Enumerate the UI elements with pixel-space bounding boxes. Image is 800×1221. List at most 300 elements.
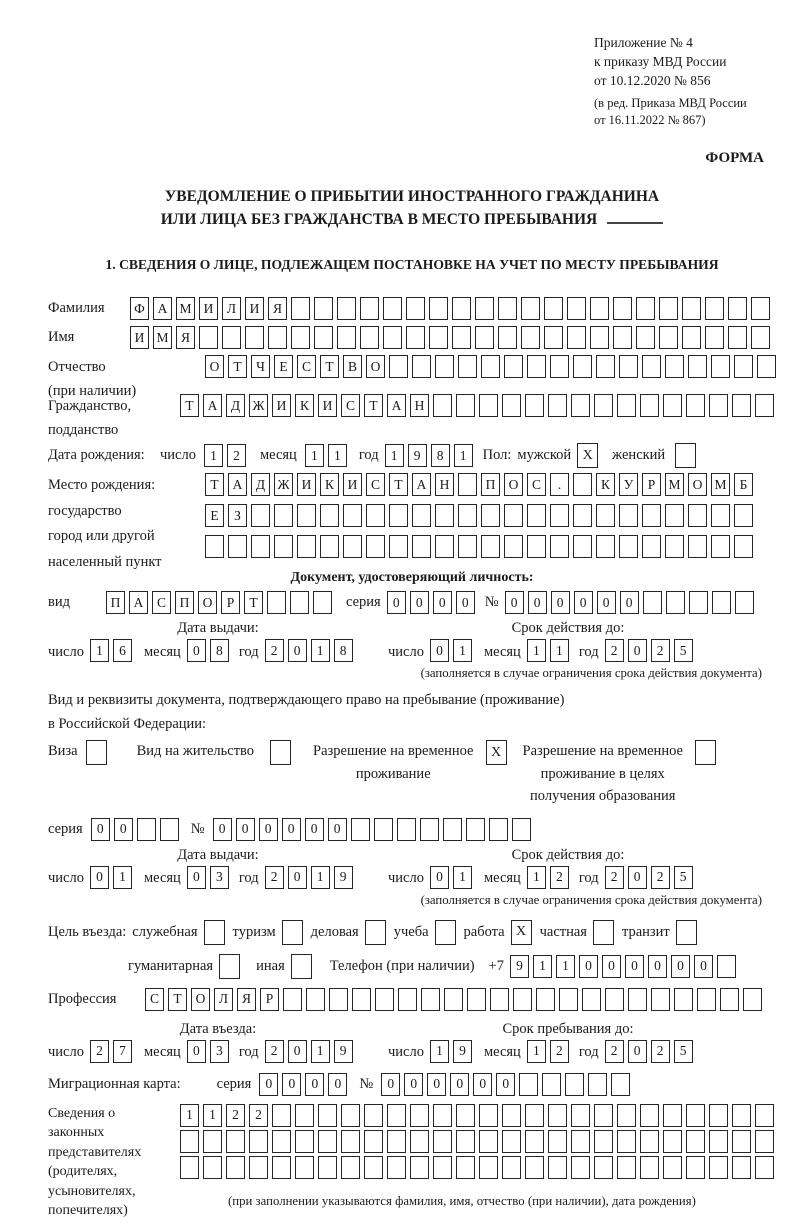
- sex-male-label: мужской: [517, 447, 572, 464]
- purpose-transit-checkbox[interactable]: [676, 920, 697, 945]
- char-cell: [456, 394, 475, 417]
- char-cell: Я: [237, 988, 256, 1011]
- char-cell: 0: [620, 591, 639, 614]
- char-cell: [548, 394, 567, 417]
- char-cell: У: [619, 473, 638, 496]
- profession-label: Профессия: [48, 990, 117, 1007]
- birth-place-fields: [205, 473, 753, 566]
- temp-residence-checkbox[interactable]: X: [486, 740, 507, 765]
- char-cell: [314, 297, 333, 320]
- char-cell: [709, 1156, 728, 1179]
- char-cell: [444, 988, 463, 1011]
- migration-series-field[interactable]: [259, 1073, 347, 1096]
- birth-place-row2[interactable]: [205, 504, 753, 527]
- stay-until-heading: Срок пребывания до:: [502, 1020, 634, 1037]
- char-cell: 0: [91, 818, 110, 841]
- profession-field[interactable]: [145, 988, 762, 1011]
- char-cell: [479, 1104, 498, 1127]
- identity-expiry-month[interactable]: [527, 639, 569, 662]
- char-cell: [711, 355, 730, 378]
- phone-field[interactable]: [510, 955, 736, 978]
- char-cell: Т: [320, 355, 339, 378]
- char-cell: [291, 297, 310, 320]
- representatives-row2[interactable]: [180, 1130, 774, 1153]
- day-label: число: [48, 643, 84, 660]
- char-cell: 9: [453, 1040, 472, 1063]
- char-cell: [389, 355, 408, 378]
- phone-prefix: +7: [488, 957, 504, 974]
- char-cell: [544, 297, 563, 320]
- representatives-row1[interactable]: [180, 1104, 774, 1127]
- residence-issue-month[interactable]: [187, 866, 229, 889]
- char-cell: [180, 1156, 199, 1179]
- purpose-business-checkbox[interactable]: [365, 920, 386, 945]
- char-cell: [527, 504, 546, 527]
- month-label: месяц: [143, 870, 181, 887]
- char-cell: С: [297, 355, 316, 378]
- char-cell: Т: [244, 591, 263, 614]
- birth-month-field[interactable]: [305, 444, 347, 467]
- sex-female-checkbox[interactable]: [675, 443, 696, 468]
- char-cell: [636, 297, 655, 320]
- identity-issue-date: [48, 639, 388, 662]
- char-cell: [222, 326, 241, 349]
- sex-male-checkbox[interactable]: X: [577, 443, 598, 468]
- char-cell: К: [596, 473, 615, 496]
- entry-year[interactable]: [265, 1040, 353, 1063]
- char-cell: [226, 1156, 245, 1179]
- purpose-work-label: работа: [463, 923, 505, 940]
- header-edit-note: [594, 95, 776, 130]
- char-cell: 0: [628, 1040, 647, 1063]
- identity-type-field[interactable]: [106, 591, 332, 614]
- char-cell: А: [153, 297, 172, 320]
- char-cell: [481, 355, 500, 378]
- char-cell: [751, 297, 770, 320]
- residence-number-label: №: [190, 820, 205, 837]
- char-cell: Т: [389, 473, 408, 496]
- form-label: ФОРМА: [705, 149, 764, 166]
- birth-place-row1[interactable]: [205, 473, 753, 496]
- char-cell: 0: [404, 1073, 423, 1096]
- char-cell: [705, 297, 724, 320]
- title-underline: [607, 213, 663, 224]
- year-label: год: [578, 870, 599, 887]
- char-cell: 9: [334, 1040, 353, 1063]
- identity-doc-heading: Документ, удостоверяющий личность:: [290, 570, 534, 586]
- char-cell: [666, 591, 685, 614]
- char-cell: А: [412, 473, 431, 496]
- char-cell: [665, 355, 684, 378]
- char-cell: [628, 988, 647, 1011]
- identity-issue-day[interactable]: [90, 639, 132, 662]
- char-cell: [429, 326, 448, 349]
- char-cell: С: [366, 473, 385, 496]
- birth-year-field[interactable]: [385, 444, 473, 467]
- char-cell: [663, 1104, 682, 1127]
- char-cell: [527, 355, 546, 378]
- entry-date-heading: Дата въезда:: [179, 1020, 257, 1037]
- char-cell: 0: [259, 1073, 278, 1096]
- char-cell: [458, 473, 477, 496]
- char-cell: [686, 394, 705, 417]
- identity-issue-heading: Дата выдачи:: [177, 620, 259, 637]
- birth-date-row: [48, 443, 776, 468]
- header-line-2: к приказу МВД России: [594, 53, 727, 69]
- char-cell: [519, 1073, 538, 1096]
- char-cell: Т: [180, 394, 199, 417]
- char-cell: [433, 1104, 452, 1127]
- entry-date: [48, 1040, 388, 1063]
- purpose-row-1: [48, 920, 776, 945]
- purpose-transit-label: транзит: [621, 923, 670, 940]
- char-cell: Т: [228, 355, 247, 378]
- char-cell: [596, 535, 615, 558]
- char-cell: [709, 394, 728, 417]
- year-label: год: [238, 870, 259, 887]
- birth-place-row3[interactable]: [205, 535, 753, 558]
- char-cell: [686, 1104, 705, 1127]
- char-cell: [659, 326, 678, 349]
- char-cell: [366, 504, 385, 527]
- residence-expiry-month[interactable]: [527, 866, 569, 889]
- char-cell: К: [295, 394, 314, 417]
- char-cell: [421, 988, 440, 1011]
- day-label: число: [388, 870, 424, 887]
- header-line-3: от 10.12.2020 № 856: [594, 72, 711, 88]
- char-cell: [642, 355, 661, 378]
- char-cell: [410, 1130, 429, 1153]
- entry-month[interactable]: [187, 1040, 229, 1063]
- patronymic-field[interactable]: [205, 355, 776, 378]
- char-cell: Е: [205, 504, 224, 527]
- citizenship-field[interactable]: [180, 394, 774, 417]
- char-cell: [341, 1104, 360, 1127]
- identity-number-label: №: [484, 594, 499, 611]
- char-cell: [337, 326, 356, 349]
- day-label: число: [160, 447, 196, 464]
- char-cell: М: [665, 473, 684, 496]
- residence-intro-1: Вид и реквизиты документа, подтверждающего право на пребывание (проживание): [48, 692, 565, 709]
- char-cell: [617, 1130, 636, 1153]
- char-cell: И: [318, 394, 337, 417]
- char-cell: [406, 326, 425, 349]
- char-cell: [663, 1130, 682, 1153]
- birth-day-field[interactable]: [204, 444, 246, 467]
- identity-issue-year[interactable]: [265, 639, 353, 662]
- char-cell: [663, 1156, 682, 1179]
- residence-issue-year[interactable]: [265, 866, 353, 889]
- char-cell: [711, 535, 730, 558]
- char-cell: 1: [527, 866, 546, 889]
- purpose-study-checkbox[interactable]: [435, 920, 456, 945]
- char-cell: М: [711, 473, 730, 496]
- representatives-row3[interactable]: [180, 1156, 774, 1179]
- char-cell: .: [550, 473, 569, 496]
- char-cell: [452, 297, 471, 320]
- char-cell: [443, 818, 462, 841]
- char-cell: [665, 504, 684, 527]
- char-cell: [643, 591, 662, 614]
- char-cell: [387, 1130, 406, 1153]
- section1-heading: 1. СВЕДЕНИЯ О ЛИЦЕ, ПОДЛЕЖАЩЕМ ПОСТАНОВКЕ НА УЧЕТ ПО МЕСТУ ПРЕБЫВАНИЯ: [105, 257, 719, 273]
- day-label: число: [388, 1044, 424, 1061]
- char-cell: 0: [602, 955, 621, 978]
- char-cell: [320, 535, 339, 558]
- page-title: [48, 185, 776, 232]
- char-cell: [755, 1130, 774, 1153]
- char-cell: О: [688, 473, 707, 496]
- char-cell: [596, 504, 615, 527]
- char-cell: Д: [226, 394, 245, 417]
- char-cell: [732, 1130, 751, 1153]
- char-cell: 0: [259, 818, 278, 841]
- purpose-humanitarian-checkbox[interactable]: [219, 954, 240, 979]
- char-cell: [203, 1156, 222, 1179]
- identity-issue-month[interactable]: [187, 639, 229, 662]
- char-cell: [686, 1156, 705, 1179]
- char-cell: [341, 1130, 360, 1153]
- identity-expiry-day[interactable]: [430, 639, 472, 662]
- char-cell: [640, 1104, 659, 1127]
- char-cell: 2: [605, 639, 624, 662]
- identity-series-field[interactable]: [387, 591, 475, 614]
- char-cell: [502, 394, 521, 417]
- char-cell: [734, 535, 753, 558]
- char-cell: 5: [674, 1040, 693, 1063]
- sex-female-label: женский: [612, 447, 666, 464]
- char-cell: [734, 355, 753, 378]
- char-cell: [398, 988, 417, 1011]
- char-cell: [479, 1156, 498, 1179]
- identity-number-field[interactable]: [505, 591, 754, 614]
- char-cell: 0: [90, 866, 109, 889]
- purpose-other-checkbox[interactable]: [291, 954, 312, 979]
- char-cell: [412, 504, 431, 527]
- char-cell: 0: [473, 1073, 492, 1096]
- char-cell: 0: [282, 818, 301, 841]
- char-cell: Т: [168, 988, 187, 1011]
- char-cell: [458, 535, 477, 558]
- char-cell: 2: [265, 866, 284, 889]
- char-cell: [433, 1156, 452, 1179]
- char-cell: [504, 355, 523, 378]
- char-cell: [717, 955, 736, 978]
- char-cell: 0: [433, 591, 452, 614]
- char-cell: [619, 535, 638, 558]
- purpose-other-label: иная: [256, 957, 285, 974]
- char-cell: [663, 394, 682, 417]
- citizenship-row: [48, 394, 776, 442]
- char-cell: [456, 1130, 475, 1153]
- stay-day[interactable]: [430, 1040, 472, 1063]
- char-cell: 2: [227, 444, 246, 467]
- char-cell: [435, 504, 454, 527]
- char-cell: [686, 1130, 705, 1153]
- residence-expiry-date: [388, 866, 693, 889]
- month-label: месяц: [259, 447, 297, 464]
- char-cell: А: [203, 394, 222, 417]
- identity-series-label: серия: [346, 594, 381, 611]
- residence-number-field[interactable]: [213, 818, 531, 841]
- identity-validity-note: (заполняется в случае ограничения срока действия документа): [420, 666, 762, 681]
- char-cell: [550, 504, 569, 527]
- char-cell: [640, 1130, 659, 1153]
- char-cell: [617, 1104, 636, 1127]
- residence-issue-heading: Дата выдачи:: [177, 846, 259, 863]
- entry-day[interactable]: [90, 1040, 132, 1063]
- identity-expiry-year[interactable]: [605, 639, 693, 662]
- visa-label: Виза: [48, 743, 78, 760]
- char-cell: [364, 1156, 383, 1179]
- char-cell: [611, 1073, 630, 1096]
- char-cell: [364, 1130, 383, 1153]
- char-cell: 5: [674, 866, 693, 889]
- char-cell: [489, 818, 508, 841]
- char-cell: [272, 1104, 291, 1127]
- char-cell: [318, 1130, 337, 1153]
- representatives-note: (при заполнении указываются фамилия, имя, отчество (при наличии), дата рождения): [228, 1193, 696, 1208]
- purpose-official-checkbox[interactable]: [204, 920, 225, 945]
- char-cell: [320, 504, 339, 527]
- residence-validity-note: (заполняется в случае ограничения срока действия документа): [420, 892, 762, 907]
- char-cell: [435, 535, 454, 558]
- stay-month[interactable]: [527, 1040, 569, 1063]
- char-cell: 1: [311, 1040, 330, 1063]
- char-cell: [366, 535, 385, 558]
- purpose-tourism-checkbox[interactable]: [282, 920, 303, 945]
- char-cell: [525, 1156, 544, 1179]
- char-cell: [605, 988, 624, 1011]
- char-cell: Т: [205, 473, 224, 496]
- char-cell: [732, 1104, 751, 1127]
- char-cell: 2: [249, 1104, 268, 1127]
- char-cell: [329, 988, 348, 1011]
- char-cell: 0: [496, 1073, 515, 1096]
- char-cell: 0: [430, 866, 449, 889]
- char-cell: 0: [628, 866, 647, 889]
- char-cell: [548, 1130, 567, 1153]
- char-cell: [640, 1156, 659, 1179]
- char-cell: О: [366, 355, 385, 378]
- visa-checkbox[interactable]: [86, 740, 107, 765]
- sex-label: Пол:: [482, 447, 512, 464]
- name-field[interactable]: [130, 326, 770, 349]
- residence-issue-day[interactable]: [90, 866, 132, 889]
- char-cell: П: [175, 591, 194, 614]
- patronymic-label: Отчество (при наличии): [48, 359, 137, 400]
- char-cell: [640, 394, 659, 417]
- char-cell: [536, 988, 555, 1011]
- migration-number-field[interactable]: [381, 1073, 630, 1096]
- residence-expiry-year[interactable]: [605, 866, 693, 889]
- char-cell: 0: [288, 639, 307, 662]
- char-cell: [137, 818, 156, 841]
- birth-date-label: Дата рождения:: [48, 447, 145, 464]
- char-cell: [542, 1073, 561, 1096]
- char-cell: [268, 326, 287, 349]
- month-label: месяц: [143, 1044, 181, 1061]
- char-cell: [412, 535, 431, 558]
- purpose-work-checkbox[interactable]: X: [511, 920, 532, 945]
- char-cell: 1: [453, 866, 472, 889]
- char-cell: [295, 1130, 314, 1153]
- day-label: число: [48, 1044, 84, 1061]
- char-cell: [251, 504, 270, 527]
- char-cell: [642, 504, 661, 527]
- char-cell: [199, 326, 218, 349]
- stay-year[interactable]: [605, 1040, 693, 1063]
- char-cell: М: [176, 297, 195, 320]
- char-cell: [203, 1130, 222, 1153]
- residence-permit-checkbox[interactable]: [270, 740, 291, 765]
- char-cell: И: [245, 297, 264, 320]
- char-cell: [732, 394, 751, 417]
- header-edit-line-1: (в ред. Приказа МВД России: [594, 95, 747, 110]
- purpose-private-checkbox[interactable]: [593, 920, 614, 945]
- char-cell: [588, 1073, 607, 1096]
- char-cell: 2: [605, 1040, 624, 1063]
- residence-permit-label: Вид на жительство: [136, 743, 255, 760]
- char-cell: [383, 297, 402, 320]
- char-cell: 1: [430, 1040, 449, 1063]
- char-cell: 1: [527, 639, 546, 662]
- char-cell: [755, 1156, 774, 1179]
- char-cell: 8: [210, 639, 229, 662]
- residence-series-field[interactable]: [91, 818, 179, 841]
- char-cell: О: [205, 355, 224, 378]
- surname-field[interactable]: [130, 297, 770, 320]
- char-cell: С: [152, 591, 171, 614]
- char-cell: [490, 988, 509, 1011]
- char-cell: [458, 355, 477, 378]
- char-cell: [559, 988, 578, 1011]
- purpose-row-2: [48, 954, 776, 979]
- char-cell: [412, 355, 431, 378]
- char-cell: А: [228, 473, 247, 496]
- header-note: [594, 34, 776, 130]
- temp-residence-edu-checkbox[interactable]: [695, 740, 716, 765]
- entry-dates-row: [48, 1040, 776, 1063]
- char-cell: Ф: [130, 297, 149, 320]
- char-cell: [297, 504, 316, 527]
- char-cell: 1: [90, 639, 109, 662]
- char-cell: [297, 535, 316, 558]
- char-cell: 0: [427, 1073, 446, 1096]
- char-cell: 1: [311, 866, 330, 889]
- char-cell: О: [198, 591, 217, 614]
- char-cell: Т: [364, 394, 383, 417]
- char-cell: [755, 1104, 774, 1127]
- char-cell: [659, 297, 678, 320]
- char-cell: 1: [550, 639, 569, 662]
- char-cell: [343, 504, 362, 527]
- residence-expiry-day[interactable]: [430, 866, 472, 889]
- char-cell: 1: [385, 444, 404, 467]
- char-cell: [682, 326, 701, 349]
- char-cell: [160, 818, 179, 841]
- char-cell: [295, 1104, 314, 1127]
- char-cell: [387, 1156, 406, 1179]
- char-cell: [387, 1104, 406, 1127]
- char-cell: 0: [187, 1040, 206, 1063]
- char-cell: 1: [453, 639, 472, 662]
- purpose-study-label: учеба: [393, 923, 429, 940]
- char-cell: [688, 355, 707, 378]
- purpose-private-label: частная: [539, 923, 587, 940]
- char-cell: [383, 326, 402, 349]
- header-edit-line-2: от 16.11.2022 № 867): [594, 113, 706, 128]
